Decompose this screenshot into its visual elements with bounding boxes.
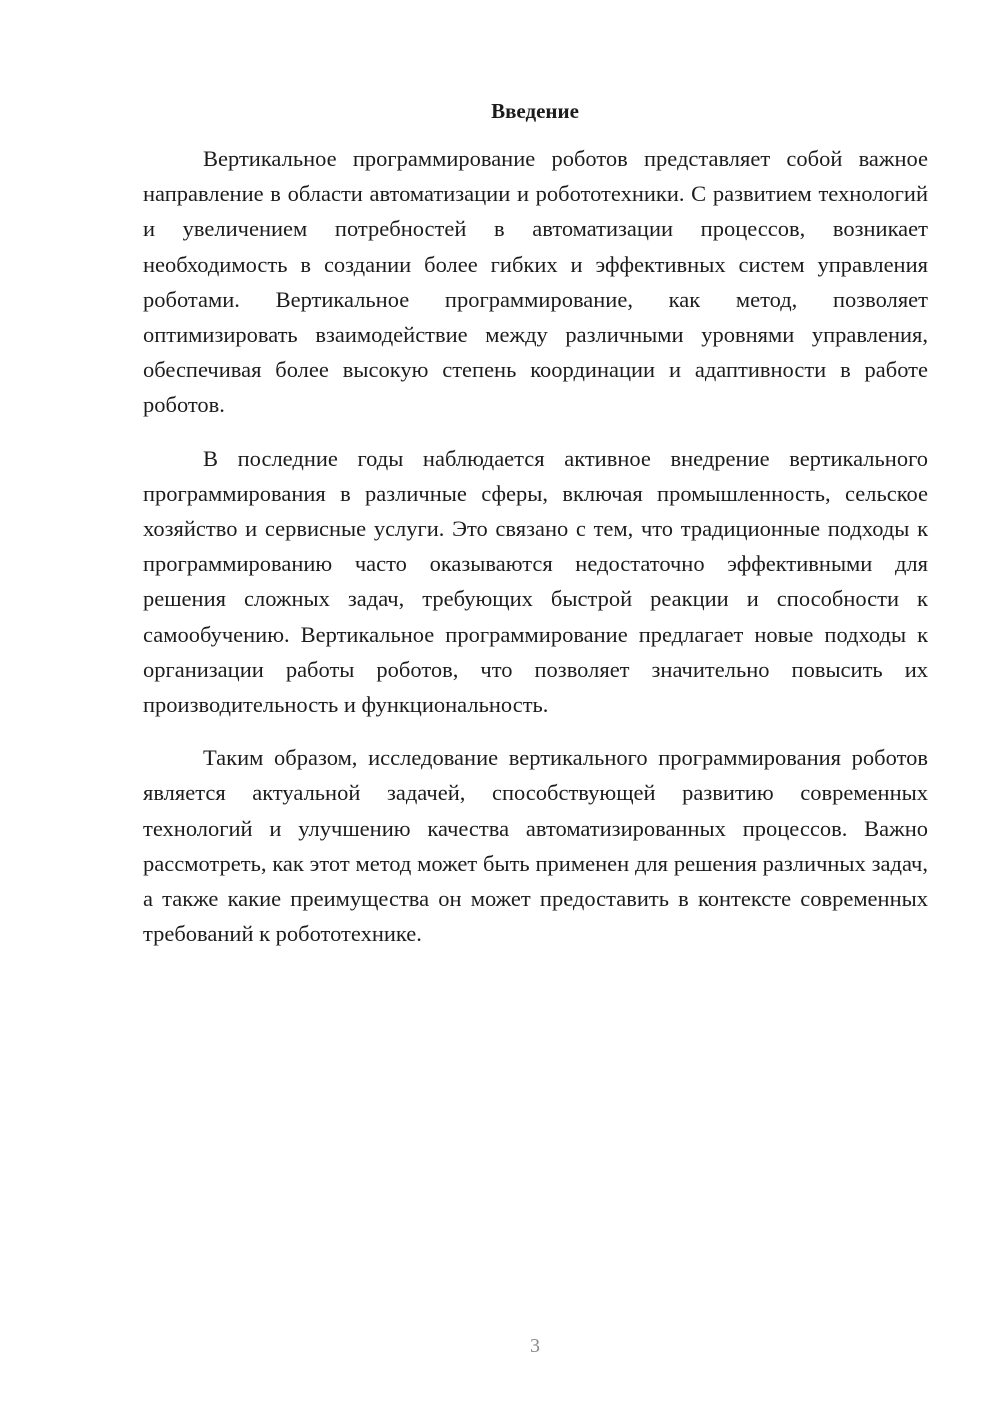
document-body <box>143 141 928 951</box>
page-title: Введение <box>491 99 579 123</box>
page-number: 3 <box>530 1335 540 1357</box>
paragraph-2: В последние годы наблюдается активное внедрение вертикального программирования в различные сферы, включая промышленность, сельское хозяйство и сервисные услуги. Это связано с тем, что традиционные подходы к программированию часто оказываются недостаточно эффективными для решения сложных задач, требующих быстрой реакции и способности к самообучению. Вертикальное программирование предлагает новые подходы к организации работы роботов, что позволяет значительно повысить их производительность и функциональность. <box>143 445 928 718</box>
paragraph-3: Таким образом, исследование вертикального программирования роботов является актуальной задачей, способствующей развитию современных технологий и улучшению качества автоматизированных процессов. Важно рассмотреть, как этот метод может быть применен для решения различных задач, а также какие преимущества он может предоставить в контексте современных требований к робототехнике. <box>143 745 928 947</box>
paragraph-1: Вертикальное программирование роботов представляет собой важное направление в области автоматизации и робототехники. С развитием технологий и увеличением потребностей в автоматизации процессов, возникает необходимость в создании более гибких и эффективных систем управления роботами. Вертикальное программирование, как метод, позволяет оптимизировать взаимодействие между различными уровнями управления, обеспечивая более высокую степень координации и адаптивности в работе роботов. <box>143 146 928 418</box>
